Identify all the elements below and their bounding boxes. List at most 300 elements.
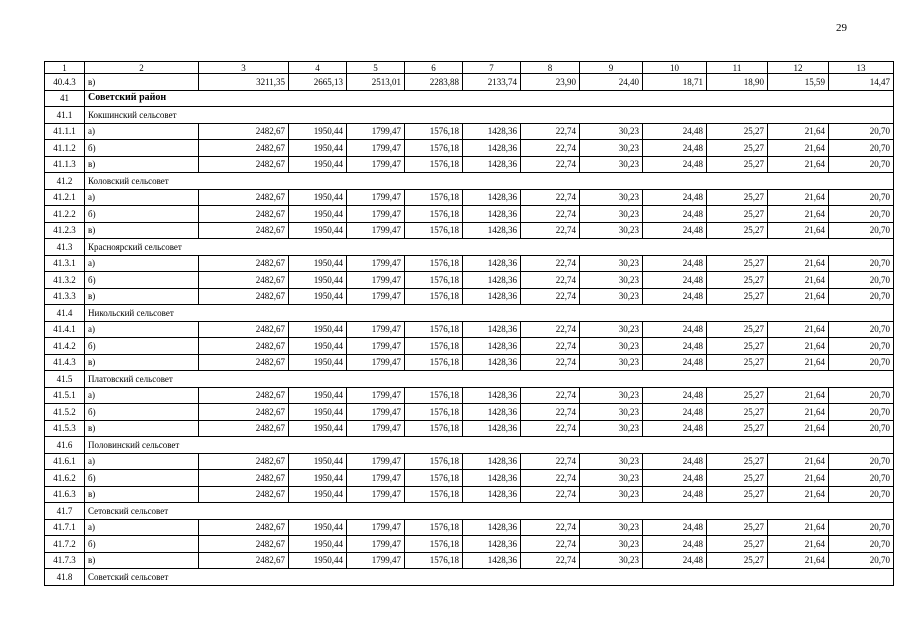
column-number-13: 13 [829,62,894,74]
value-cell: 1428,36 [463,420,521,437]
value-cell: 25,27 [707,536,768,553]
section-title: Сетовский сельсовет [85,503,894,520]
value-cell: 2482,67 [199,536,289,553]
value-cell: 1799,47 [347,255,405,272]
section-title: Советский сельсовет [85,569,894,586]
value-cell: 2482,67 [199,288,289,305]
value-cell: 1950,44 [289,123,347,140]
value-cell: 1576,18 [405,321,463,338]
table-row [45,420,894,437]
value-cell: 20,70 [829,470,894,487]
section-title: Половинский сельсовет [85,437,894,454]
value-cell: 24,48 [643,354,707,371]
value-cell: 1799,47 [347,519,405,536]
column-number-3: 3 [199,62,289,74]
value-cell: 1950,44 [289,156,347,173]
value-cell: 22,74 [521,255,580,272]
row-option-label: в) [85,222,199,239]
value-cell: 22,74 [521,222,580,239]
section-row [45,239,894,256]
value-cell: 2513,01 [347,74,405,91]
value-cell: 20,70 [829,404,894,421]
value-cell: 22,74 [521,156,580,173]
column-number-6: 6 [405,62,463,74]
value-cell: 30,23 [580,404,643,421]
value-cell: 21,64 [768,272,829,289]
value-cell: 30,23 [580,321,643,338]
value-cell: 1428,36 [463,338,521,355]
row-code: 41.1.1 [45,123,85,140]
value-cell: 25,27 [707,387,768,404]
value-cell: 1950,44 [289,387,347,404]
value-cell: 1576,18 [405,420,463,437]
value-cell: 30,23 [580,288,643,305]
section-title: Платовский сельсовет [85,371,894,388]
value-cell: 20,70 [829,552,894,569]
table-row [45,123,894,140]
value-cell: 20,70 [829,140,894,157]
row-option-label: в) [85,486,199,503]
value-cell: 2482,67 [199,354,289,371]
row-option-label: в) [85,420,199,437]
value-cell: 25,27 [707,321,768,338]
value-cell: 1799,47 [347,486,405,503]
value-cell: 1799,47 [347,222,405,239]
value-cell: 30,23 [580,189,643,206]
value-cell: 24,40 [580,74,643,91]
table-row [45,189,894,206]
value-cell: 1950,44 [289,404,347,421]
value-cell: 1576,18 [405,338,463,355]
value-cell: 21,64 [768,338,829,355]
value-cell: 1576,18 [405,536,463,553]
value-cell: 24,48 [643,486,707,503]
row-code: 41.7.1 [45,519,85,536]
value-cell: 21,64 [768,470,829,487]
value-cell: 25,27 [707,288,768,305]
row-option-label: в) [85,156,199,173]
value-cell: 2665,13 [289,74,347,91]
value-cell: 1428,36 [463,189,521,206]
row-code: 41.7 [45,503,85,520]
value-cell: 1950,44 [289,189,347,206]
value-cell: 21,64 [768,206,829,223]
value-cell: 1428,36 [463,453,521,470]
value-cell: 1576,18 [405,189,463,206]
value-cell: 25,27 [707,156,768,173]
row-code: 41.1 [45,107,85,124]
row-option-label: б) [85,470,199,487]
value-cell: 30,23 [580,338,643,355]
table-row [45,453,894,470]
value-cell: 1428,36 [463,552,521,569]
value-cell: 24,48 [643,189,707,206]
value-cell: 20,70 [829,536,894,553]
value-cell: 1799,47 [347,140,405,157]
column-number-10: 10 [643,62,707,74]
value-cell: 1576,18 [405,123,463,140]
row-code: 41.2.2 [45,206,85,223]
column-number-9: 9 [580,62,643,74]
row-code: 41.5.1 [45,387,85,404]
value-cell: 1950,44 [289,140,347,157]
value-cell: 22,74 [521,206,580,223]
table-row [45,338,894,355]
page-number: 29 [836,22,847,34]
value-cell: 22,74 [521,536,580,553]
value-cell: 1428,36 [463,156,521,173]
column-number-row [45,62,894,74]
value-cell: 1428,36 [463,140,521,157]
value-cell: 2482,67 [199,140,289,157]
value-cell: 25,27 [707,206,768,223]
value-cell: 1428,36 [463,404,521,421]
value-cell: 21,64 [768,486,829,503]
table-row [45,74,894,91]
value-cell: 2482,67 [199,156,289,173]
row-option-label: б) [85,404,199,421]
value-cell: 1799,47 [347,321,405,338]
value-cell: 18,71 [643,74,707,91]
value-cell: 22,74 [521,288,580,305]
column-number-11: 11 [707,62,768,74]
table-row [45,486,894,503]
value-cell: 24,48 [643,140,707,157]
value-cell: 24,48 [643,321,707,338]
value-cell: 21,64 [768,140,829,157]
value-cell: 2482,67 [199,255,289,272]
value-cell: 24,48 [643,338,707,355]
column-number-1: 1 [45,62,85,74]
value-cell: 25,27 [707,255,768,272]
value-cell: 24,48 [643,420,707,437]
value-cell: 1950,44 [289,536,347,553]
value-cell: 20,70 [829,519,894,536]
value-cell: 25,27 [707,470,768,487]
value-cell: 21,64 [768,123,829,140]
row-code: 41.4.1 [45,321,85,338]
row-code: 41.6.1 [45,453,85,470]
value-cell: 1799,47 [347,552,405,569]
column-number-7: 7 [463,62,521,74]
value-cell: 2283,88 [405,74,463,91]
value-cell: 1950,44 [289,486,347,503]
value-cell: 25,27 [707,338,768,355]
table-row [45,321,894,338]
value-cell: 24,48 [643,552,707,569]
section-row [45,107,894,124]
value-cell: 1950,44 [289,420,347,437]
value-cell: 22,74 [521,354,580,371]
value-cell: 21,64 [768,222,829,239]
value-cell: 1799,47 [347,338,405,355]
row-code: 41.5.3 [45,420,85,437]
table-body [45,74,894,586]
value-cell: 22,74 [521,321,580,338]
value-cell: 1576,18 [405,387,463,404]
value-cell: 25,27 [707,272,768,289]
value-cell: 1576,18 [405,486,463,503]
value-cell: 25,27 [707,404,768,421]
value-cell: 20,70 [829,272,894,289]
value-cell: 25,27 [707,140,768,157]
value-cell: 1950,44 [289,206,347,223]
value-cell: 2482,67 [199,272,289,289]
table-row [45,140,894,157]
value-cell: 20,70 [829,387,894,404]
value-cell: 1428,36 [463,206,521,223]
value-cell: 1950,44 [289,288,347,305]
row-option-label: в) [85,288,199,305]
value-cell: 1428,36 [463,354,521,371]
value-cell: 25,27 [707,519,768,536]
value-cell: 1576,18 [405,470,463,487]
value-cell: 1576,18 [405,272,463,289]
value-cell: 21,64 [768,189,829,206]
row-option-label: б) [85,206,199,223]
value-cell: 24,48 [643,222,707,239]
value-cell: 2482,67 [199,519,289,536]
value-cell: 1576,18 [405,255,463,272]
row-code: 41.4.2 [45,338,85,355]
table-row [45,354,894,371]
value-cell: 30,23 [580,453,643,470]
row-code: 41.8 [45,569,85,586]
table-row [45,404,894,421]
row-code: 41.3 [45,239,85,256]
row-option-label: б) [85,536,199,553]
value-cell: 1428,36 [463,123,521,140]
value-cell: 1428,36 [463,519,521,536]
value-cell: 25,27 [707,453,768,470]
district-title: Советский район [85,90,894,107]
value-cell: 30,23 [580,536,643,553]
value-cell: 30,23 [580,123,643,140]
value-cell: 20,70 [829,222,894,239]
row-code: 41.3.3 [45,288,85,305]
value-cell: 21,64 [768,404,829,421]
row-option-label: а) [85,453,199,470]
value-cell: 21,64 [768,255,829,272]
value-cell: 1799,47 [347,536,405,553]
value-cell: 30,23 [580,222,643,239]
value-cell: 24,48 [643,156,707,173]
value-cell: 20,70 [829,288,894,305]
row-code: 41.2.1 [45,189,85,206]
value-cell: 20,70 [829,338,894,355]
value-cell: 1799,47 [347,272,405,289]
value-cell: 1576,18 [405,552,463,569]
value-cell: 1799,47 [347,387,405,404]
value-cell: 1576,18 [405,519,463,536]
value-cell: 30,23 [580,156,643,173]
row-code: 41.6.2 [45,470,85,487]
row-code: 41.6 [45,437,85,454]
row-code: 41.5 [45,371,85,388]
value-cell: 22,74 [521,453,580,470]
section-row [45,305,894,322]
value-cell: 24,48 [643,470,707,487]
row-option-label: а) [85,519,199,536]
value-cell: 21,64 [768,519,829,536]
value-cell: 2482,67 [199,404,289,421]
value-cell: 20,70 [829,486,894,503]
value-cell: 30,23 [580,486,643,503]
value-cell: 2482,67 [199,470,289,487]
value-cell: 1428,36 [463,387,521,404]
table-row [45,288,894,305]
value-cell: 1576,18 [405,404,463,421]
value-cell: 21,64 [768,536,829,553]
row-option-label: б) [85,338,199,355]
row-code: 41 [45,90,85,107]
value-cell: 22,74 [521,552,580,569]
table-row [45,156,894,173]
value-cell: 2482,67 [199,420,289,437]
table-row [45,387,894,404]
row-option-label: в) [85,552,199,569]
section-title: Кокшинский сельсовет [85,107,894,124]
table-row [45,222,894,239]
value-cell: 22,74 [521,519,580,536]
section-row [45,437,894,454]
value-cell: 30,23 [580,470,643,487]
table-row [45,206,894,223]
district-row [45,90,894,107]
value-cell: 1428,36 [463,222,521,239]
value-cell: 2482,67 [199,486,289,503]
value-cell: 24,48 [643,206,707,223]
value-cell: 21,64 [768,552,829,569]
section-row [45,173,894,190]
value-cell: 30,23 [580,354,643,371]
value-cell: 1428,36 [463,486,521,503]
column-number-2: 2 [85,62,199,74]
value-cell: 1428,36 [463,288,521,305]
value-cell: 1799,47 [347,189,405,206]
row-code: 41.2 [45,173,85,190]
value-cell: 24,48 [643,453,707,470]
value-cell: 1799,47 [347,354,405,371]
value-cell: 22,74 [521,123,580,140]
value-cell: 22,74 [521,387,580,404]
row-code: 41.4 [45,305,85,322]
tariff-table [44,61,894,586]
section-title: Красноярский сельсовет [85,239,894,256]
value-cell: 2482,67 [199,453,289,470]
value-cell: 20,70 [829,321,894,338]
value-cell: 21,64 [768,288,829,305]
value-cell: 1799,47 [347,404,405,421]
table-row [45,272,894,289]
table-row [45,552,894,569]
value-cell: 24,48 [643,288,707,305]
row-code: 41.2.3 [45,222,85,239]
value-cell: 1576,18 [405,288,463,305]
column-number-5: 5 [347,62,405,74]
value-cell: 1428,36 [463,272,521,289]
value-cell: 18,90 [707,74,768,91]
row-code: 41.7.3 [45,552,85,569]
value-cell: 20,70 [829,255,894,272]
value-cell: 1799,47 [347,123,405,140]
value-cell: 24,48 [643,272,707,289]
value-cell: 25,27 [707,189,768,206]
value-cell: 1428,36 [463,470,521,487]
value-cell: 24,48 [643,387,707,404]
value-cell: 30,23 [580,255,643,272]
value-cell: 1799,47 [347,288,405,305]
value-cell: 1799,47 [347,206,405,223]
section-title: Никольский сельсовет [85,305,894,322]
table-row [45,470,894,487]
section-row [45,503,894,520]
value-cell: 30,23 [580,420,643,437]
value-cell: 22,74 [521,470,580,487]
row-code: 41.6.3 [45,486,85,503]
value-cell: 2482,67 [199,552,289,569]
value-cell: 21,64 [768,387,829,404]
value-cell: 15,59 [768,74,829,91]
row-code: 41.4.3 [45,354,85,371]
value-cell: 1428,36 [463,255,521,272]
value-cell: 22,74 [521,338,580,355]
row-code: 41.7.2 [45,536,85,553]
value-cell: 2482,67 [199,321,289,338]
value-cell: 1950,44 [289,321,347,338]
value-cell: 24,48 [643,123,707,140]
column-number-8: 8 [521,62,580,74]
value-cell: 22,74 [521,140,580,157]
value-cell: 2482,67 [199,189,289,206]
value-cell: 20,70 [829,189,894,206]
value-cell: 1799,47 [347,156,405,173]
value-cell: 30,23 [580,552,643,569]
row-option-label: а) [85,255,199,272]
value-cell: 2482,67 [199,222,289,239]
value-cell: 1428,36 [463,321,521,338]
value-cell: 25,27 [707,420,768,437]
value-cell: 24,48 [643,255,707,272]
value-cell: 1576,18 [405,156,463,173]
value-cell: 22,74 [521,404,580,421]
section-title: Коловский сельсовет [85,173,894,190]
row-code: 41.1.3 [45,156,85,173]
value-cell: 1950,44 [289,470,347,487]
value-cell: 1950,44 [289,519,347,536]
row-option-label: в) [85,354,199,371]
value-cell: 24,48 [643,536,707,553]
value-cell: 25,27 [707,123,768,140]
value-cell: 1950,44 [289,552,347,569]
value-cell: 2482,67 [199,123,289,140]
row-option-label: б) [85,272,199,289]
value-cell: 23,90 [521,74,580,91]
value-cell: 2482,67 [199,206,289,223]
value-cell: 30,23 [580,206,643,223]
value-cell: 22,74 [521,486,580,503]
row-code: 41.3.1 [45,255,85,272]
column-number-12: 12 [768,62,829,74]
value-cell: 20,70 [829,123,894,140]
row-code: 40.4.3 [45,74,85,91]
value-cell: 22,74 [521,272,580,289]
row-code: 41.3.2 [45,272,85,289]
value-cell: 1576,18 [405,354,463,371]
value-cell: 1799,47 [347,470,405,487]
value-cell: 24,48 [643,404,707,421]
value-cell: 22,74 [521,189,580,206]
